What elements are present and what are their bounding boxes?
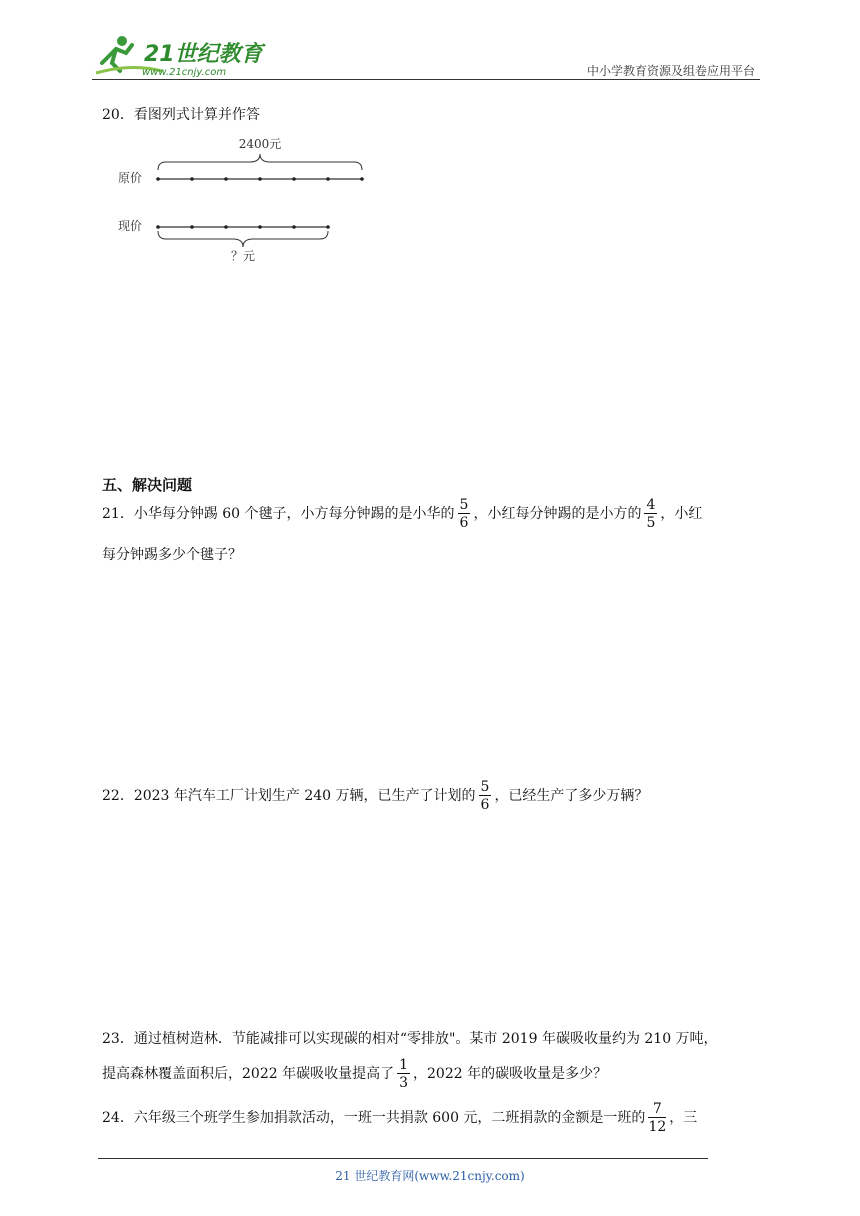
q22-text-part-2: ，已经生产了多少万辆？ — [494, 788, 649, 804]
unknown-label: ？元 — [230, 249, 256, 263]
current-price-point — [224, 225, 228, 229]
fraction-denominator: 5 — [646, 515, 656, 531]
original-price-point — [258, 177, 262, 181]
question-23-line-1: 23．通过植树造林．节能减排可以实现碳的相对“零排放"。某市 2019 年碳吸收量约为 210 万吨， — [102, 1031, 718, 1047]
fraction-denominator: 3 — [399, 1075, 408, 1091]
current-price-point — [190, 225, 194, 229]
q22-fraction — [479, 780, 492, 812]
question-21-line-1 — [102, 498, 702, 530]
question-23-line-2 — [102, 1058, 607, 1090]
total-brace — [158, 154, 362, 170]
q23-text-part-1: 提高森林覆盖面积后，2022 年碳吸收量提高了 — [102, 1066, 395, 1082]
original-price-point — [292, 177, 296, 181]
current-price-point — [292, 225, 296, 229]
q23-fraction — [397, 1058, 410, 1090]
q21-text-part-1: 21．小华每分钟踢 60 个毽子，小方每分钟踢的是小华的 — [102, 506, 455, 522]
fraction-numerator: 4 — [646, 497, 656, 513]
original-price-point — [326, 177, 330, 181]
q24-text-part-1: 24．六年级三个班学生参加捐款活动，一班一共捐款 600 元，二班捐款的金额是一班的 — [102, 1110, 646, 1126]
unknown-brace — [158, 231, 328, 247]
fraction-numerator: 7 — [652, 1101, 662, 1117]
current-price-point — [326, 225, 330, 229]
fraction-denominator: 6 — [480, 797, 490, 813]
q21-text-part-2: ，小红每分钟踢的是小方的 — [473, 506, 642, 522]
fraction-denominator: 12 — [648, 1119, 667, 1135]
fraction-numerator: 5 — [459, 497, 469, 513]
current-price-point — [258, 225, 262, 229]
question-21-line-2: 每分钟踢多少个毽子？ — [102, 547, 242, 563]
question-22 — [102, 780, 648, 812]
current-price-label: 现价 — [118, 219, 143, 233]
logo-url-text: www.21cnjy.com — [142, 67, 227, 78]
original-price-point — [156, 177, 160, 181]
footer-divider — [98, 1158, 708, 1159]
diagram-svg — [110, 130, 380, 270]
q21-fraction-1 — [458, 498, 471, 530]
site-logo — [92, 33, 267, 81]
q24-fraction — [648, 1102, 666, 1134]
current-price-point — [156, 225, 160, 229]
fraction-numerator: 5 — [480, 779, 490, 795]
question-24-line-1 — [102, 1102, 697, 1134]
q23-text-part-2: ，2022 年的碳吸收量是多少？ — [413, 1066, 608, 1082]
original-price-point — [224, 177, 228, 181]
question-20-title: 20．看图列式计算并作答 — [102, 107, 260, 123]
header-divider — [92, 79, 760, 80]
fraction-denominator: 6 — [459, 515, 469, 531]
total-label: 2400元 — [238, 137, 282, 151]
q21-text-part-3: ，小红 — [660, 506, 703, 522]
q24-text-part-2: ，三 — [669, 1110, 698, 1126]
original-price-point — [360, 177, 364, 181]
line-segment-diagram — [110, 130, 380, 270]
original-price-label: 原价 — [118, 171, 143, 185]
q22-text-part-1: 22．2023 年汽车工厂计划生产 240 万辆，已生产了计划的 — [102, 788, 476, 804]
header-platform-text: 中小学教育资源及组卷应用平台 — [586, 64, 755, 78]
fraction-numerator: 1 — [399, 1057, 408, 1073]
footer-link[interactable]: 21 世纪教育网(www.21cnjy.com) — [335, 1169, 525, 1183]
section-5-heading: 五、解决问题 — [102, 476, 193, 494]
runner-logo-icon — [92, 33, 267, 81]
original-price-point — [190, 177, 194, 181]
q21-fraction-2 — [644, 498, 657, 530]
logo-main-text: 21世纪教育 — [144, 42, 263, 67]
